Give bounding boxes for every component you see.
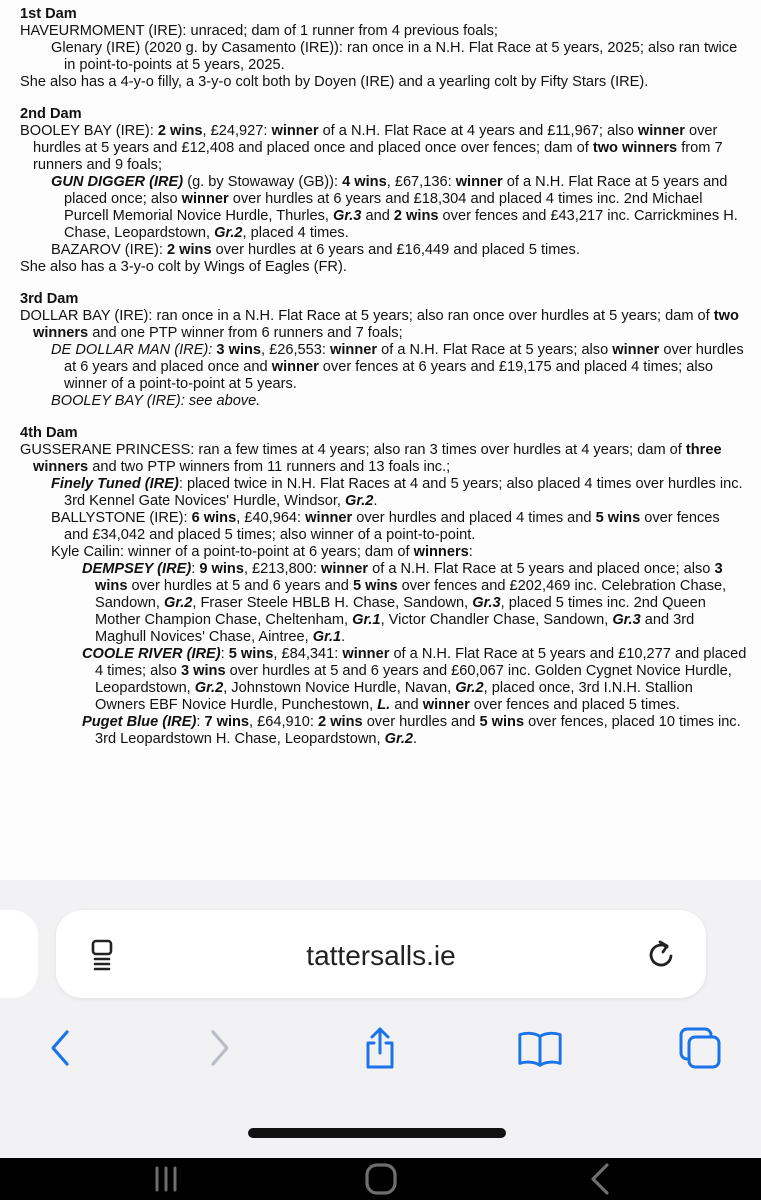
text-run: over hurdles and <box>362 714 480 730</box>
progeny-entry-finely-tuned <box>20 476 747 510</box>
text-run: . <box>341 629 346 645</box>
browser-chrome <box>0 880 761 1158</box>
text-run: Gr.3 <box>333 208 362 224</box>
text-run: : <box>196 714 205 730</box>
text-run: Gr.2 <box>194 680 224 696</box>
dam-entry: HAVEURMOMENT (IRE): unraced; dam of 1 runner from 4 previous foals; <box>20 23 498 39</box>
text-run: three winners <box>33 442 722 475</box>
text-run: and <box>390 697 423 713</box>
text-run: , placed 4 times. <box>242 225 349 241</box>
text-run: and two PTP winners from 11 runners and 13 foals inc.; <box>88 459 451 475</box>
url-text[interactable]: tattersalls.ie <box>306 940 456 971</box>
section-1st-dam <box>20 6 747 91</box>
home-icon[interactable] <box>356 1158 406 1200</box>
reload-icon[interactable] <box>642 936 680 974</box>
text-run: of a N.H. Flat Race at 5 years and placed once; also <box>64 174 728 207</box>
text-run: winner <box>637 123 685 139</box>
text-run: and <box>361 208 394 224</box>
text-run: 5 wins <box>228 646 274 662</box>
text-run: over fences and £34,042 and placed 5 times; also winner of a point-to-point. <box>64 510 720 543</box>
text-run: over fences and £202,469 inc. Celebration Chase, Sandown, <box>95 578 727 611</box>
text-run: , £67,136: <box>386 174 456 190</box>
also-note: She also has a 4-y-o filly, a 3-y-o colt both by Doyen (IRE) and a yearling colt by Fifty Stars (IRE). <box>20 74 649 90</box>
progeny-entry-kyle-cailin <box>20 544 747 561</box>
text-run: 9 wins <box>199 561 244 577</box>
progeny-entry-dempsey <box>20 561 747 646</box>
horse-name: DEMPSEY (IRE) <box>82 561 192 577</box>
text-run: BAZAROV (IRE): <box>51 242 167 258</box>
text-run: over hurdles at 5 and 6 years and £60,067 inc. Golden Cygnet Novice Hurdle, Leopardstown, <box>95 663 732 696</box>
dam-heading: 3rd Dam <box>20 291 79 307</box>
text-run: : <box>191 561 200 577</box>
text-run: (g. by Stowaway (GB)): <box>183 174 343 190</box>
text-run: over hurdles at 6 years and £16,449 and placed 5 times. <box>211 242 580 258</box>
text-run: winner <box>422 697 470 713</box>
chevron-left-icon[interactable] <box>36 1022 84 1074</box>
text-run: and one PTP winner from 6 runners and 7 foals; <box>88 325 403 341</box>
chevron-right-icon[interactable] <box>196 1022 244 1074</box>
text-run: L. <box>377 697 391 713</box>
text-run: over hurdles and placed 4 times and <box>352 510 596 526</box>
text-run: of a N.H. Flat Race at 5 years and £10,277 and placed 4 times; also <box>95 646 747 679</box>
dam-heading: 4th Dam <box>20 425 78 441</box>
progeny-entry: Glenary (IRE) (2020 g. by Casamento (IRE)): ran once in a N.H. Flat Race at 5 years, 2025; also ran twice in point-to-points at 5 years, 2025. <box>51 40 738 73</box>
text-run: 5 wins <box>352 578 398 594</box>
text-run: , placed 5 times inc. 2nd Queen Mother Champion Chase, Cheltenham, <box>95 595 706 628</box>
text-run: Gr.2 <box>214 225 243 241</box>
text-run: Gr.1 <box>352 612 381 628</box>
text-run: 5 wins <box>479 714 525 730</box>
text-run: , £213,800: <box>243 561 322 577</box>
section-3rd-dam <box>20 291 747 410</box>
text-run: . <box>373 493 378 509</box>
text-run: GUSSERANE PRINCESS: ran a few times at 4 years; also ran 3 times over hurdles at 4 years; dam of <box>20 442 686 458</box>
text-run: from 7 runners and 9 foals; <box>33 140 723 173</box>
dam-entry-dollar-bay <box>20 308 747 342</box>
text-run: winner <box>271 123 319 139</box>
dam-heading: 1st Dam <box>20 6 77 22</box>
also-note: She also has a 3-y-o colt by Wings of Eagles (FR). <box>20 259 347 275</box>
text-run: of a N.H. Flat Race at 4 years and £11,967; also <box>318 123 638 139</box>
horse-name: Finely Tuned (IRE) <box>51 476 179 492</box>
progeny-entry-puget-blue <box>20 714 747 748</box>
section-2nd-dam <box>20 106 747 276</box>
dam-entry-booley-bay <box>20 123 747 174</box>
text-run: winner <box>455 174 503 190</box>
text-run: , £26,553: <box>261 342 331 358</box>
text-run: 6 wins <box>191 510 237 526</box>
share-icon[interactable] <box>356 1022 404 1074</box>
text-run: DOLLAR BAY (IRE): ran once in a N.H. Flat Race at 5 years; also ran once over hurdles at 5 years; dam of <box>20 308 714 324</box>
text-run: 2 wins <box>393 208 439 224</box>
text-run: winner <box>342 646 390 662</box>
text-run: winner <box>305 510 353 526</box>
text-run: , £24,927: <box>202 123 272 139</box>
open-book-icon[interactable] <box>516 1022 564 1074</box>
text-run: 2 wins <box>318 714 363 730</box>
text-run: DE DOLLAR MAN (IRE): <box>51 342 217 358</box>
text-run: . <box>413 731 418 747</box>
text-run: Gr.2 <box>345 493 374 509</box>
text-run: 3 wins <box>216 342 262 358</box>
text-run: , £64,910: <box>249 714 319 730</box>
home-indicator[interactable] <box>248 1128 506 1138</box>
text-run: over hurdles at 5 years and £12,408 and placed once and placed once over fences; dam of <box>33 123 718 156</box>
back-icon[interactable] <box>580 1158 620 1200</box>
section-4th-dam <box>20 425 747 748</box>
text-run: Gr.2 <box>163 595 193 611</box>
horse-name: Puget Blue (IRE) <box>82 714 197 730</box>
text-run: two winners <box>592 140 678 156</box>
text-run: 2 wins <box>157 123 203 139</box>
text-run: winner <box>612 342 660 358</box>
text-run: over hurdles at 5 and 6 years and <box>127 578 353 594</box>
dam-heading: 2nd Dam <box>20 106 82 122</box>
text-run: of a N.H. Flat Race at 5 years and placed once; also <box>368 561 715 577</box>
text-run: 3 wins <box>180 663 226 679</box>
text-run: BALLYSTONE (IRE): <box>51 510 192 526</box>
progeny-entry-ballystone <box>20 510 747 544</box>
text-run: : <box>220 646 229 662</box>
text-run: over fences at 6 years and £19,175 and placed 4 times; also winner of a point-to-point at 5 years. <box>64 359 714 392</box>
progeny-entry-de-dollar-man <box>20 342 747 393</box>
text-run: , Victor Chandler Chase, Sandown, <box>380 612 613 628</box>
tabs-icon[interactable] <box>676 1022 724 1074</box>
text-run: of a N.H. Flat Race at 5 years; also <box>377 342 613 358</box>
browser-toolbar <box>0 1022 761 1074</box>
horse-name: COOLE RIVER (IRE) <box>82 646 221 662</box>
text-run: winner <box>321 561 369 577</box>
text-run: winner <box>271 359 319 375</box>
text-run: 5 wins <box>595 510 641 526</box>
text-run: 7 wins <box>204 714 250 730</box>
text-run: 2 wins <box>166 242 212 258</box>
text-run: and 3rd Maghull Novices' Chase, Aintree, <box>95 612 695 645</box>
text-run: , Fraser Steele HBLB H. Chase, Sandown, <box>192 595 473 611</box>
text-run: Gr.2 <box>384 731 414 747</box>
text-run: BOOLEY BAY (IRE): <box>20 123 158 139</box>
text-run: Kyle Cailin: winner of a point-to-point at 6 years; dam of <box>51 544 414 560</box>
text-run: winners <box>413 544 469 560</box>
progeny-entry-coole-river <box>20 646 747 714</box>
text-run: over fences and placed 5 times. <box>469 697 680 713</box>
text-run: two winners <box>33 308 739 341</box>
text-run: Gr.3 <box>472 595 501 611</box>
text-run: Gr.1 <box>312 629 342 645</box>
dam-entry-gusserane-princess <box>20 442 747 476</box>
text-run: winner <box>330 342 378 358</box>
text-run: 4 wins <box>342 174 387 190</box>
previous-tab-card[interactable] <box>0 910 38 998</box>
system-navigation-bar <box>0 1158 761 1200</box>
address-bar[interactable] <box>56 910 706 998</box>
text-run: Gr.3 <box>612 612 641 628</box>
text-run: over fences and £43,217 inc. Carrickmines H. Chase, Leopardstown, <box>64 208 738 241</box>
text-run: winner <box>181 191 229 207</box>
text-run: over hurdles at 6 years and placed once and <box>64 342 744 375</box>
text-run: over fences, placed 10 times inc. 3rd Leopardstown H. Chase, Leopardstown, <box>95 714 741 747</box>
progeny-entry-booley-bay: BOOLEY BAY (IRE): see above. <box>51 393 261 409</box>
progeny-entry-gun-digger <box>20 174 747 242</box>
progeny-entry-bazarov <box>20 242 747 259</box>
text-run: , £40,964: <box>236 510 306 526</box>
horse-name: GUN DIGGER (IRE) <box>51 174 184 190</box>
text-run: , Johnstown Novice Hurdle, Navan, <box>223 680 456 696</box>
text-run: Gr.2 <box>455 680 484 696</box>
text-run: , placed once, 3rd I.N.H. Stallion Owners EBF Novice Hurdle, Punchestown, <box>95 680 693 713</box>
text-run: , £84,341: <box>273 646 343 662</box>
text-run: : placed twice in N.H. Flat Races at 4 and 5 years; also placed 4 times over hurdles inc. 3rd Kennel Gate Novices' Hurdle, Windsor, <box>64 476 743 509</box>
text-run: 3 wins <box>95 561 723 594</box>
text-run: : <box>468 544 473 560</box>
recent-apps-icon[interactable] <box>146 1158 186 1200</box>
text-run: over hurdles at 6 years and £18,304 and placed 4 times inc. 2nd Michael Purcell Memorial Novice Hurdle, Thurles, <box>64 191 703 224</box>
